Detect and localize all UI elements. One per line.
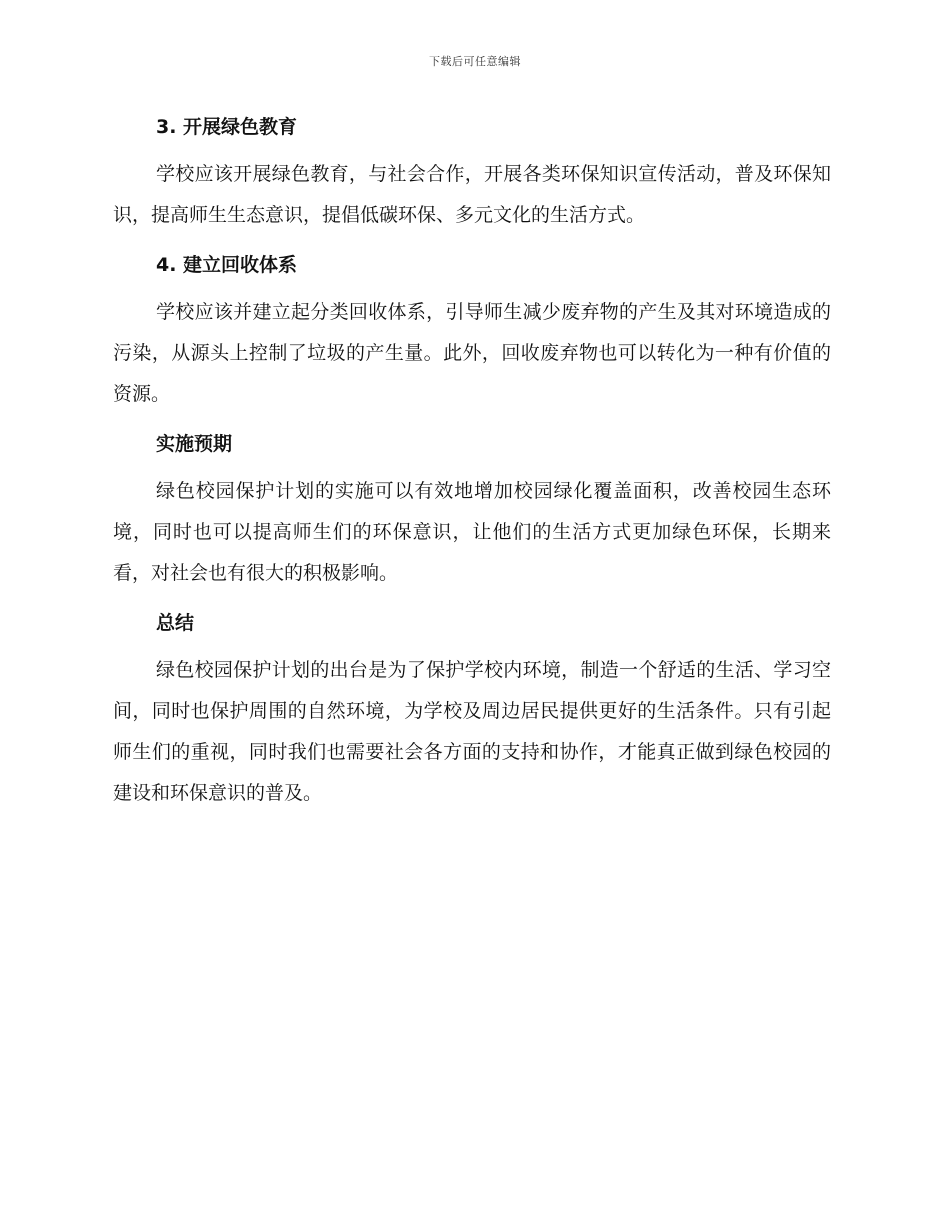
document-body (113, 110, 831, 814)
section-heading-recycling-system: 4. 建立回收体系 (156, 254, 298, 276)
section-paragraph-summary: 绿色校园保护计划的出台是为了保护学校内环境，制造一个舒适的生活、学习空间，同时也保护周围的自然环境，为学校及周边居民提供更好的生活条件。只有引起师生们的重视，同时我们也需要社会各方面的支持和协作，才能真正做到绿色校园的建设和环保意识的普及。 (113, 659, 831, 804)
section-paragraph-green-education: 学校应该开展绿色教育，与社会合作，开展各类环保知识宣传活动，普及环保知识，提高师生生态意识，提倡低碳环保、多元文化的生活方式。 (113, 163, 831, 226)
section-heading-expected-outcomes: 实施预期 (156, 433, 233, 455)
section-heading-summary: 总结 (156, 612, 195, 634)
section-paragraph-recycling-system: 学校应该并建立起分类回收体系，引导师生减少废弃物的产生及其对环境造成的污染，从源头上控制了垃圾的产生量。此外，回收废弃物也可以转化为一种有价值的资源。 (113, 301, 831, 405)
section-paragraph-expected-outcomes: 绿色校园保护计划的实施可以有效地增加校园绿化覆盖面积，改善校园生态环境，同时也可以提高师生们的环保意识，让他们的生活方式更加绿色环保，长期来看，对社会也有很大的积极影响。 (113, 480, 831, 584)
section-heading-green-education: 3. 开展绿色教育 (156, 116, 298, 138)
page-header: 下载后可任意编辑 (429, 55, 521, 68)
